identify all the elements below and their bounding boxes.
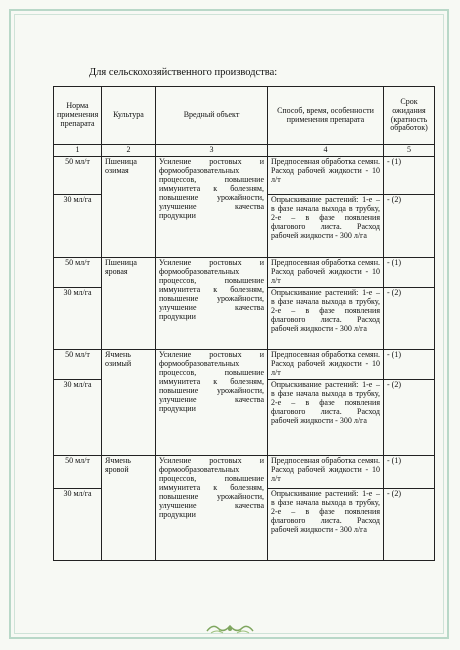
method-cell: Предпосевная обработка семян. Расход рабочей жидкости - 10 л/т — [268, 349, 384, 379]
target-cell: Усиление ростовых и формообразовательных процессов, повышение иммунитета к болезням, повышение урожайности, улучшение качества продукции — [156, 257, 268, 349]
wait-cell: - (2) — [384, 287, 435, 349]
method-cell: Предпосевная обработка семян. Расход рабочей жидкости - 10 л/т — [268, 257, 384, 287]
wait-cell: - (1) — [384, 455, 435, 488]
culture-cell: Пшеница яровая — [102, 257, 156, 349]
rate-cell: 30 мл/га — [54, 194, 102, 257]
culture-cell: Пшеница озимая — [102, 156, 156, 257]
col-header-wait: Срок ожидания (кратность обработок) — [384, 87, 435, 145]
method-cell: Опрыскивание растений: 1-е – в фазе начала выхода в трубку, 2-е – в фазе появления флагового листа. Расход рабочей жидкости - 300 л/га — [268, 488, 384, 560]
column-number-row — [54, 145, 435, 157]
col-header-target: Вредный объект — [156, 87, 268, 145]
target-cell: Усиление ростовых и формообразовательных процессов, повышение иммунитета к болезням, повышение урожайности, улучшение качества продукции — [156, 455, 268, 560]
rate-cell: 30 мл/га — [54, 287, 102, 349]
col-number: 2 — [102, 145, 156, 157]
col-header-method: Способ, время, особенности применения препарата — [268, 87, 384, 145]
method-cell: Предпосевная обработка семян. Расход рабочей жидкости - 10 л/т — [268, 156, 384, 194]
culture-cell: Ячмень яровой — [102, 455, 156, 560]
method-cell: Предпосевная обработка семян. Расход рабочей жидкости - 10 л/т — [268, 455, 384, 488]
col-header-rate: Норма применения препарата — [54, 87, 102, 145]
ornament-icon — [205, 621, 255, 635]
wait-cell: - (1) — [384, 349, 435, 379]
col-header-culture: Культура — [102, 87, 156, 145]
rate-cell: 50 мл/т — [54, 257, 102, 287]
rate-cell: 30 мл/га — [54, 379, 102, 455]
wait-cell: - (1) — [384, 156, 435, 194]
header-row — [54, 87, 435, 145]
table-row — [54, 455, 435, 488]
rate-cell: 50 мл/т — [54, 349, 102, 379]
table-row — [54, 156, 435, 194]
target-cell: Усиление ростовых и формообразовательных процессов, повышение иммунитета к болезням, повышение урожайности, улучшение качества продукции — [156, 349, 268, 455]
culture-cell: Ячмень озимый — [102, 349, 156, 455]
col-number: 4 — [268, 145, 384, 157]
table-row — [54, 257, 435, 287]
rate-cell: 50 мл/т — [54, 156, 102, 194]
wait-cell: - (2) — [384, 194, 435, 257]
regulations-table — [53, 86, 435, 561]
method-cell: Опрыскивание растений: 1-е – в фазе начала выхода в трубку, 2-е – в фазе появления флагового листа. Расход рабочей жидкости - 300 л/га — [268, 379, 384, 455]
rate-cell: 30 мл/га — [54, 488, 102, 560]
target-cell: Усиление ростовых и формообразовательных процессов, повышение иммунитета к болезням, повышение урожайности, улучшение качества продукции — [156, 156, 268, 257]
rate-cell: 50 мл/т — [54, 455, 102, 488]
col-number: 3 — [156, 145, 268, 157]
col-number: 1 — [54, 145, 102, 157]
wait-cell: - (2) — [384, 488, 435, 560]
wait-cell: - (2) — [384, 379, 435, 455]
section-heading: Для сельскохозяйственного производства: — [89, 67, 278, 78]
method-cell: Опрыскивание растений: 1-е – в фазе начала выхода в трубку, 2-е – в фазе появления флагового листа. Расход рабочей жидкости - 300 л/га — [268, 194, 384, 257]
col-number: 5 — [384, 145, 435, 157]
table-row — [54, 349, 435, 379]
wait-cell: - (1) — [384, 257, 435, 287]
method-cell: Опрыскивание растений: 1-е – в фазе начала выхода в трубку, 2-е – в фазе появления флагового листа. Расход рабочей жидкости - 300 л/га — [268, 287, 384, 349]
